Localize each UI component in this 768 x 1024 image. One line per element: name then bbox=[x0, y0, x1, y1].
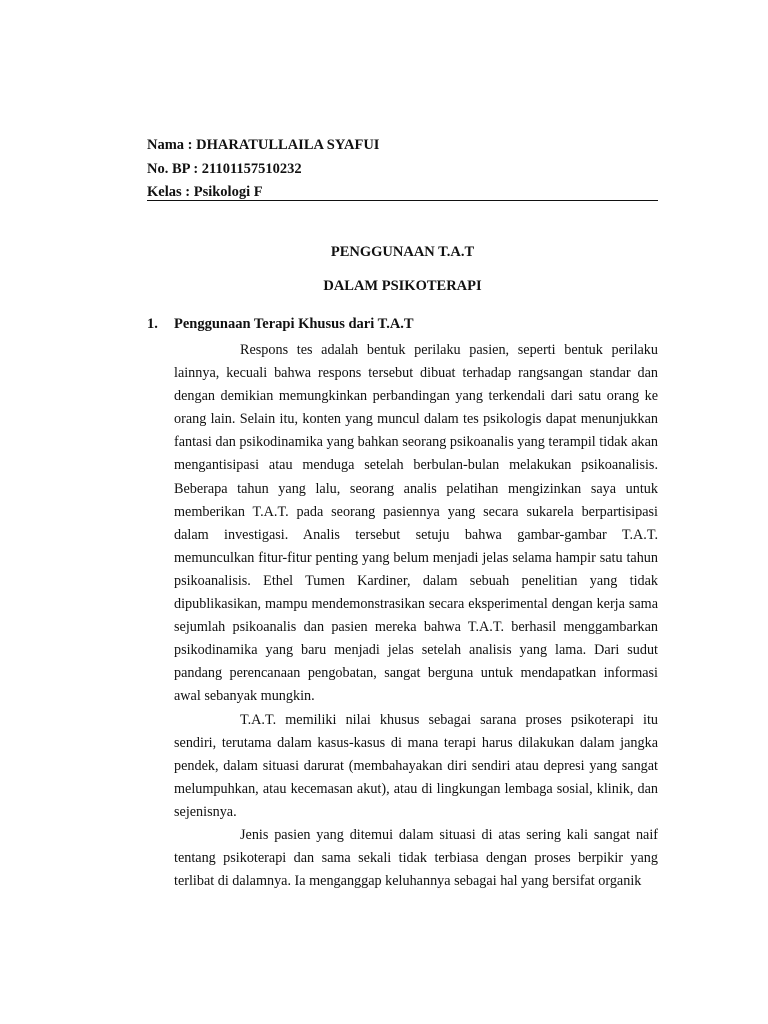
header-divider bbox=[147, 200, 658, 201]
student-info bbox=[147, 134, 658, 205]
section-title: Penggunaan Terapi Khusus dari T.A.T bbox=[174, 316, 414, 332]
student-class: Kelas : Psikologi F bbox=[147, 184, 263, 200]
student-id: No. BP : 21101157510232 bbox=[147, 160, 302, 177]
document-subtitle: DALAM PSIKOTERAPI bbox=[323, 278, 482, 294]
section-number: 1. bbox=[147, 316, 158, 332]
paragraph: T.A.T. memiliki nilai khusus sebagai sarana proses psikoterapi itu sendiri, terutama dalam kasus-kasus di mana terapi harus dilakukan dalam jangka pendek, dalam situasi darurat (membahayakan diri sendiri atau depresi yang sangat melumpuhkan, atau kecemasan akut), atau di lingkungan lembaga sosial, klinik, dan sejenisnya. bbox=[174, 711, 658, 820]
paragraph: Respons tes adalah bentuk perilaku pasien, seperti bentuk perilaku lainnya, kecuali bahwa respons tersebut dibuat terhadap rangsangan standar dan dengan demikian memungkinkan perbandingan yang terkendali dari satu orang ke orang lain. Selain itu, konten yang muncul dalam tes psikologis dapat menunjukkan fantasi dan psikodinamika yang bahkan seorang psikoanalis yang terampil tidak akan mengantisipasi atau menduga setelah berbulan-bulan melakukan psikoanalisis. Beberapa tahun yang lalu, seorang analis pelatihan mengizinkan saya untuk memberikan T.A.T. pada seorang pasiennya yang secara sukarela berpartisipasi dalam investigasi. Analis tersebut setuju bahwa gambar-gambar T.A.T. memunculkan fitur-fitur penting yang belum menjadi jelas selama hampir satu tahun psikoanalisis. Ethel Tumen Kardiner, dalam sebuah penelitian yang tidak dipublikasikan, mampu mendemonstrasikan secara eksperimental dengan kerja sama sejumlah psikoanalis dan pasien mereka bahwa T.A.T. berhasil menggambarkan psikodinamika yang baru menjadi jelas setelah analisis yang lama. Dari sudut pandang perencanaan pengobatan, sangat berguna untuk mendapatkan informasi awal sebanyak mungkin. bbox=[174, 342, 658, 705]
student-name: Nama : DHARATULLAILA SYAFUI bbox=[147, 137, 380, 153]
section-heading bbox=[147, 316, 414, 333]
paragraph: Jenis pasien yang ditemui dalam situasi di atas sering kali sangat naif tentang psikoterapi dan sama sekali tidak terbiasa dengan proses berpikir yang terlibat di dalamnya. Ia menganggap keluhannya sebagai hal yang bersifat organik bbox=[174, 826, 658, 890]
document-title: PENGGUNAAN T.A.T bbox=[330, 244, 475, 260]
section-body bbox=[174, 339, 658, 893]
